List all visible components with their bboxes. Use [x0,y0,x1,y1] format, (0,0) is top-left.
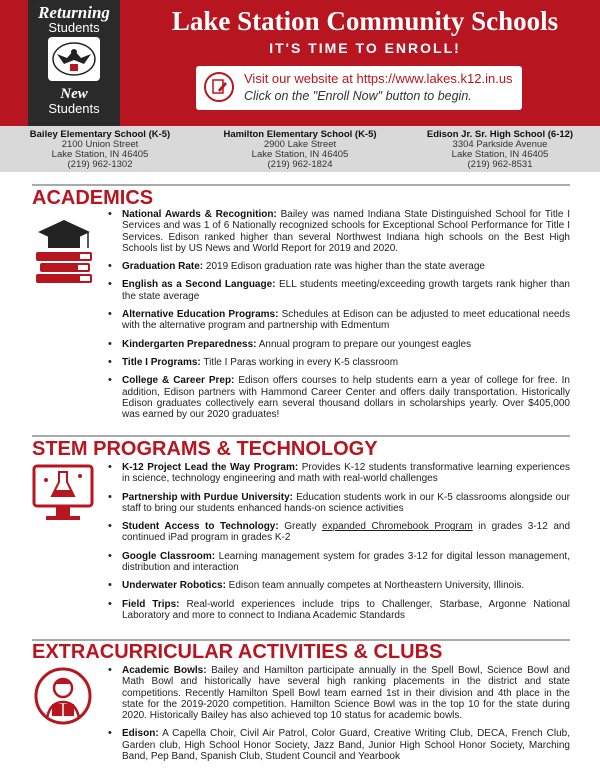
eagle-logo-icon [48,37,100,81]
list-item: • Field Trips: Real-world experiences include trips to Challenger, Starbase, Argonne National Laboratory and more to connect to Indiana Academic Standards [104,599,570,622]
school-city: Lake Station, IN 46405 [51,149,149,160]
website-link[interactable]: Visit our website at https://www.lakes.k12.in.us [244,71,513,86]
badge-students-2: Students [48,101,100,116]
school-city: Lake Station, IN 46405 [251,149,349,160]
stem-heading: STEM PROGRAMS & TECHNOLOGY [32,438,378,460]
school-bailey [0,126,200,172]
school-phone: (219) 962-1302 [67,159,133,170]
stem-list [104,462,570,621]
list-item: • Edison: A Capella Choir, Civil Air Patrol, Color Guard, Creative Writing Club, DECA, French Club, Garden club, High School Honor Society, Jazz Band, Junior High School Honor Society, Marching Band, Pep Band, Spanish Club, Student Council and Yearbook [104,728,570,762]
academics-heading: ACADEMICS [32,187,154,209]
badge-students: Students [48,20,100,35]
extracurricular-list [104,665,570,762]
list-item: • Title I Programs: Title I Paras working in every K-5 classroom [104,357,570,368]
edit-form-icon [204,72,234,102]
school-phone: (219) 962-1824 [267,159,333,170]
list-item: • English as a Second Language: ELL students meeting/exceeding growth targets rank higher than the state average [104,279,570,302]
page-subtitle: IT'S TIME TO ENROLL! [269,40,461,56]
schools-band [0,126,600,172]
school-hamilton [200,126,400,172]
header-banner [0,0,600,126]
list-item: • Google Classroom: Learning management system for grades 3-12 for digital lesson management, distribution and interaction [104,551,570,574]
list-item: • College & Career Prep: Edison offers courses to help students earn a year of college for free. In addition, Edison partners with Hammond Career Center and offers daily transportation. Historically Edison graduates collectively earn several thousand dollars in scholarships yearly. Over $405,000 was earned by our 2020 graduates! [104,375,570,420]
academics-list [104,209,570,420]
section-divider [32,184,570,186]
page-title: Lake Station Community Schools [171,6,559,36]
list-item: • Underwater Robotics: Edison team annually competes at Northeastern University, Illinois. [104,580,570,591]
enroll-instruction: Click on the "Enroll Now" button to begin. [244,89,472,103]
extracurricular-heading: EXTRACURRICULAR ACTIVITIES & CLUBS [32,641,443,663]
school-edison [400,126,600,172]
graduation-books-icon [30,214,96,293]
student-reading-icon [30,664,96,731]
school-street: 3304 Parkside Avenue [452,139,548,150]
school-street: 2900 Lake Street [263,139,337,150]
school-name: Hamilton Elementary School (K-5) [223,129,377,140]
enrollment-badge [28,0,120,126]
list-item: • Graduation Rate: 2019 Edison graduation rate was higher than the state average [104,261,570,272]
list-item: • Partnership with Purdue University: Education students work in our K-5 classrooms alongside our staff to bring our students enhanced hands-on science activities [104,492,570,515]
badge-returning: Returning [38,3,110,22]
badge-new: New [60,86,88,102]
school-city: Lake Station, IN 46405 [451,149,549,160]
website-callout[interactable] [196,66,522,110]
computer-flask-icon [30,462,96,537]
list-item: • Alternative Education Programs: Schedules at Edison can be adjusted to meet educational needs with the alternative program and partnership with Edmentum [104,309,570,332]
school-phone: (219) 962-8531 [467,159,533,170]
list-item: • K-12 Project Lead the Way Program: Provides K-12 students transformative learning experiences in science, technology engineering and math with real-world challenges [104,462,570,485]
chromebook-program-link[interactable]: expanded Chromebook Program [322,521,473,533]
school-name: Edison Jr. Sr. High School (6-12) [426,129,574,140]
school-name: Bailey Elementary School (K-5) [29,129,171,140]
list-item: • Academic Bowls: Bailey and Hamilton participate annually in the Spell Bowl, Science Bowl and Math Bowl and historically have several high ranking placements in the district and state competitions. Recently Hamilton Spell Bowl team earned 1st in their division and 4th place in the state for the 2019-2020 competition. Hamilton Science Bowl was in the top 10 for the state during 2020. Historically Bailey has also achieved top 10 status for academic bowls. [104,665,570,721]
school-street: 2100 Union Street [61,139,139,150]
section-divider [32,435,570,437]
list-item: • National Awards & Recognition: Bailey was named Indiana State Distinguished School for Title I Services and was 1 of 6 Nationally recognized schools for Exceptional School Performance for Title I Services. Edison ranked higher than several Northwest Indiana high schools on the Best High Schools list by US News and World Report for 2019 and 2020. [104,209,570,254]
list-item: • Kindergarten Preparedness: Annual program to prepare our youngest eagles [104,339,570,350]
list-item: • Student Access to Technology: Greatly expanded Chromebook Program in grades 3-12 and continued iPad program in grades K-2 [104,521,570,544]
